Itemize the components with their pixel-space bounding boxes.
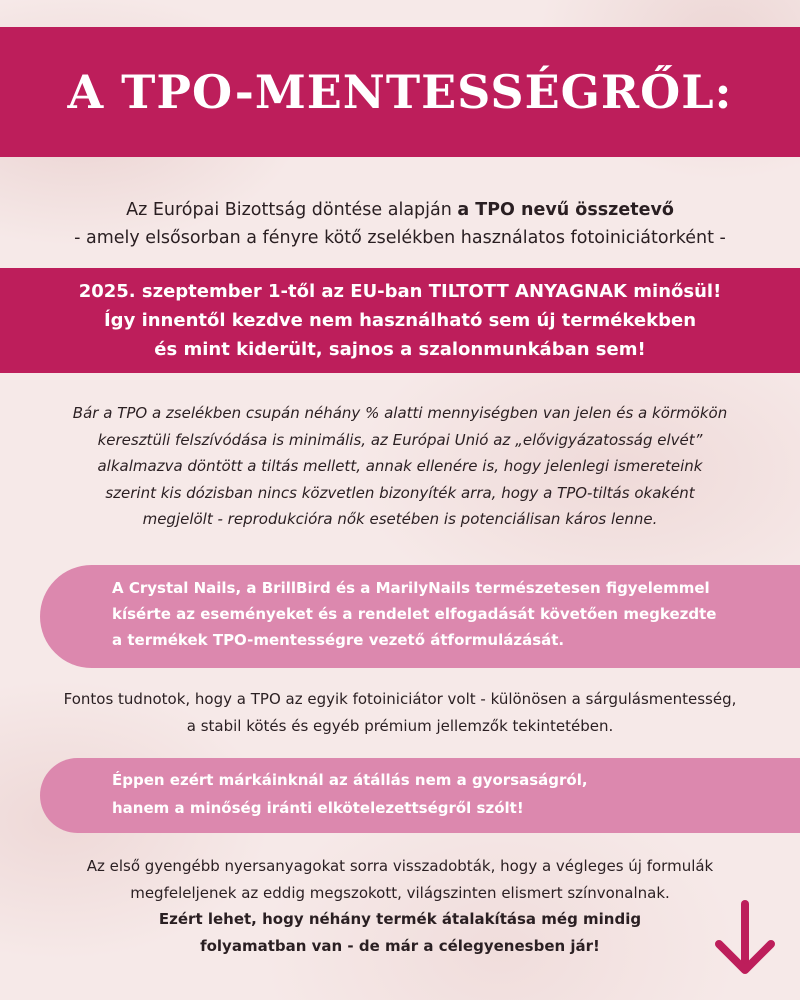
final-paragraph bbox=[0, 853, 800, 959]
paragraph-line: a stabil kötés és egyéb prémium jellemzők tekintetében. bbox=[186, 716, 614, 735]
alert-line: Így innentől kezdve nem használható sem új termékekben bbox=[103, 310, 697, 331]
paragraph-bold-line: Ezért lehet, hogy néhány termék átalakítása még mindig bbox=[158, 910, 642, 928]
callout-line: A Crystal Nails, a BrillBird és a MarilyNails természetesen figyelemmel bbox=[112, 579, 710, 597]
callout-line: hanem a minőség iránti elkötelezettségről szólt! bbox=[112, 799, 524, 817]
intro-highlight: a TPO nevű összetevő bbox=[457, 200, 674, 220]
brands-callout bbox=[40, 565, 800, 668]
paragraph-line: Bár a TPO a zselékben csupán néhány % alatti mennyiségben van jelen és a körmökön bbox=[72, 404, 728, 422]
callout-line: a termékek TPO-mentességre vezető átformulázását. bbox=[112, 631, 565, 649]
intro-line-1 bbox=[0, 196, 800, 224]
alert-line: 2025. szeptember 1-től az EU-ban TILTOTT ANYAGNAK minősül! bbox=[78, 281, 722, 302]
paragraph-line: szerint kis dózisban nincs közvetlen bizonyíték arra, hogy a TPO-tiltás okaként bbox=[105, 483, 695, 502]
paragraph-line: keresztüli felszívódása is minimális, az Európai Unió az „elővigyázatosság elvét” bbox=[97, 430, 703, 449]
paragraph-line: megfeleljenek az eddig megszokott, világszinten elismert színvonalnak. bbox=[130, 883, 670, 902]
alert-line: és mint kiderült, sajnos a szalonmunkában sem! bbox=[154, 339, 646, 360]
intro-text bbox=[0, 196, 800, 252]
callout-line: Éppen ezért márkáinknál az átállás nem a gyorsaságról, bbox=[112, 771, 588, 789]
intro-line-1-prefix: Az Európai Bizottság döntése alapján bbox=[126, 200, 458, 220]
quality-callout bbox=[40, 758, 800, 833]
title-banner bbox=[0, 27, 800, 157]
ban-alert-banner bbox=[0, 268, 800, 373]
paragraph-line: Fontos tudnotok, hogy a TPO az egyik fotoiniciátor volt - különösen a sárgulásmentesség, bbox=[63, 690, 737, 708]
paragraph-line: Az első gyengébb nyersanyagokat sorra visszadobták, hogy a végleges új formulák bbox=[86, 857, 714, 875]
paragraph-bold-line: folyamatban van - de már a célegyenesben jár! bbox=[200, 936, 600, 955]
paragraph-line: megjelölt - reprodukcióra nők esetében is potenciálisan káros lenne. bbox=[142, 510, 658, 528]
paragraph-line: alkalmazva döntött a tiltás mellett, annak ellenére is, hogy jelenlegi ismereteink bbox=[97, 457, 703, 475]
arrow-down-icon[interactable] bbox=[710, 898, 780, 978]
page-title: A TPO-MENTESSÉGRŐL: bbox=[67, 65, 733, 119]
notes-paragraph bbox=[0, 686, 800, 739]
intro-line-2: - amely elsősorban a fényre kötő zselékben használatos fotoiniciátorként - bbox=[74, 228, 726, 248]
callout-line: kísérte az eseményeket és a rendelet elfogadását követően megkezdte bbox=[112, 605, 717, 623]
precaution-paragraph bbox=[40, 400, 760, 533]
